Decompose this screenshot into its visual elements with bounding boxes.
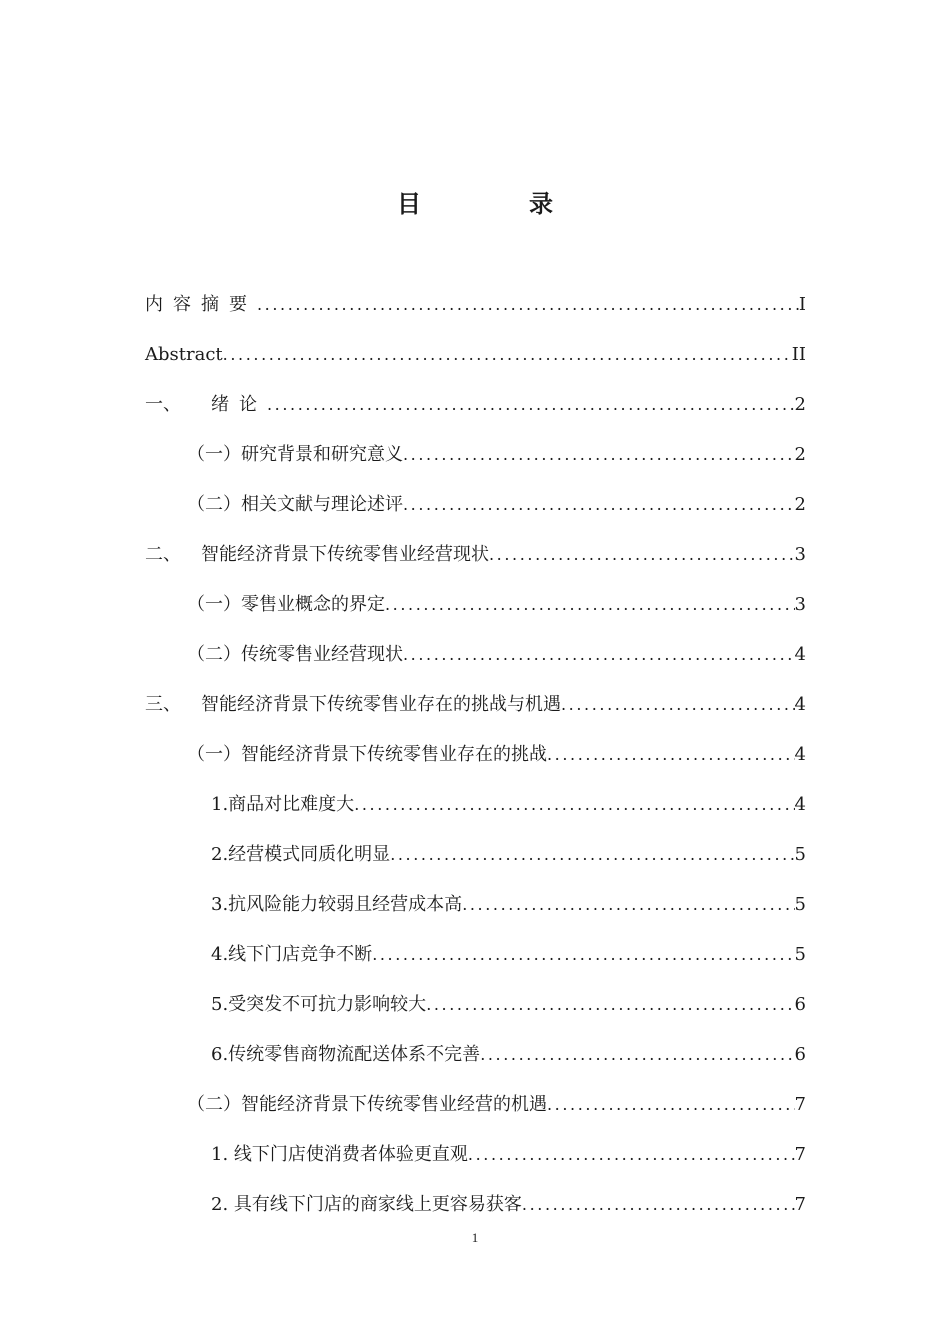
toc-entry-chapter-2[interactable] [145,530,806,580]
page-number: 1 [471,1230,479,1245]
toc-entry-3-2-1[interactable] [145,1130,806,1180]
toc-entry-1-1[interactable] [145,430,806,480]
toc-leader-dots [223,330,792,380]
toc-entry-label: （一）智能经济背景下传统零售业存在的挑战 [187,744,547,765]
toc-leader-dots [385,580,795,630]
toc-entry-label: 3.抗风险能力较弱且经营成本高 [211,894,463,915]
toc-entry-label: 1. 线下门店使消费者体验更直观 [211,1144,468,1165]
toc-entry-page: I [798,294,806,315]
toc-entry-page: II [791,344,806,365]
toc-leader-dots [561,680,795,730]
toc-entry-3-1-3[interactable] [145,880,806,930]
toc-entry-label [145,380,267,430]
chapter-title: 智能经济背景下传统零售业存在的挑战与机遇 [201,694,561,715]
toc-entry-label: 2. 具有线下门店的商家线上更容易获客 [211,1194,522,1215]
toc-title: 目 录 [397,190,595,218]
toc-entry-3-2-2[interactable] [145,1180,806,1230]
toc-entry-page: 5 [794,844,806,865]
chapter-number: 二、 [145,544,181,565]
chapter-title: 绪论 [211,394,267,415]
toc-leader-dots [462,880,794,930]
toc-leader-dots [522,1180,795,1230]
toc-leader-dots [267,380,795,430]
toc-entry-label: （一）研究背景和研究意义 [187,444,403,465]
toc-leader-dots [390,830,794,880]
toc-entry-abstract-cn[interactable] [145,280,806,330]
toc-entry-label: （二）智能经济背景下传统零售业经营的机遇 [187,1094,547,1115]
toc-entry-page: 4 [794,794,806,815]
toc-entry-page: 4 [794,744,806,765]
toc-entry-chapter-3[interactable] [145,680,806,730]
toc-entry-label: （二）相关文献与理论述评 [187,494,403,515]
toc-entry-2-1[interactable] [145,580,806,630]
toc-entry-label: （二）传统零售业经营现状 [187,644,403,665]
toc-entry-page: 7 [794,1194,806,1215]
toc-leader-dots [547,1080,795,1130]
toc-leader-dots [468,1130,795,1180]
toc-entry-page: 2 [794,444,806,465]
toc-leader-dots [426,980,794,1030]
toc-entry-page: 6 [794,1044,806,1065]
toc-entry-page: 7 [794,1144,806,1165]
toc-entry-page: 5 [794,944,806,965]
toc-entry-page: 3 [794,594,806,615]
toc-leader-dots [403,630,795,680]
toc-entry-page: 5 [794,894,806,915]
toc-entry-page: 4 [794,644,806,665]
toc-entry-label: Abstract [145,344,223,365]
toc-entry-label: 内容摘要 [145,294,257,315]
toc-leader-dots [403,480,795,530]
toc-entry-3-1-4[interactable] [145,930,806,980]
chapter-number: 一、 [145,394,181,415]
toc-entry-chapter-1[interactable] [145,380,806,430]
toc-leader-dots [403,430,795,480]
toc-entry-label [145,680,561,730]
toc-entry-3-1-1[interactable] [145,780,806,830]
toc-entry-2-2[interactable] [145,630,806,680]
toc-entry-3-1-5[interactable] [145,980,806,1030]
toc-leader-dots [489,530,795,580]
toc-entry-abstract-en[interactable] [145,330,806,380]
toc-entry-page: 2 [794,394,806,415]
toc-entry-label [145,530,489,580]
toc-entry-page: 7 [794,1094,806,1115]
toc-entry-label: 2.经营模式同质化明显 [211,844,391,865]
toc-leader-dots [480,1030,794,1080]
toc-entry-page: 6 [794,994,806,1015]
toc-entry-page: 3 [794,544,806,565]
toc-leader-dots [372,930,794,980]
toc-entry-1-2[interactable] [145,480,806,530]
toc-entry-label: （一）零售业概念的界定 [187,594,385,615]
chapter-number: 三、 [145,694,181,715]
toc-entry-3-2[interactable] [145,1080,806,1130]
toc-leader-dots [257,280,799,330]
toc-entry-3-1[interactable] [145,730,806,780]
toc-entry-label: 4.线下门店竞争不断 [211,944,373,965]
toc-entry-3-1-6[interactable] [145,1030,806,1080]
table-of-contents [145,280,806,1230]
toc-entry-label: 6.传统零售商物流配送体系不完善 [211,1044,481,1065]
toc-entry-3-1-2[interactable] [145,830,806,880]
chapter-title: 智能经济背景下传统零售业经营现状 [201,544,489,565]
toc-entry-label: 5.受突发不可抗力影响较大 [211,994,427,1015]
toc-entry-page: 4 [794,694,806,715]
toc-entry-label: 1.商品对比难度大 [211,794,355,815]
toc-entry-page: 2 [794,494,806,515]
toc-leader-dots [547,730,795,780]
toc-leader-dots [354,780,794,830]
